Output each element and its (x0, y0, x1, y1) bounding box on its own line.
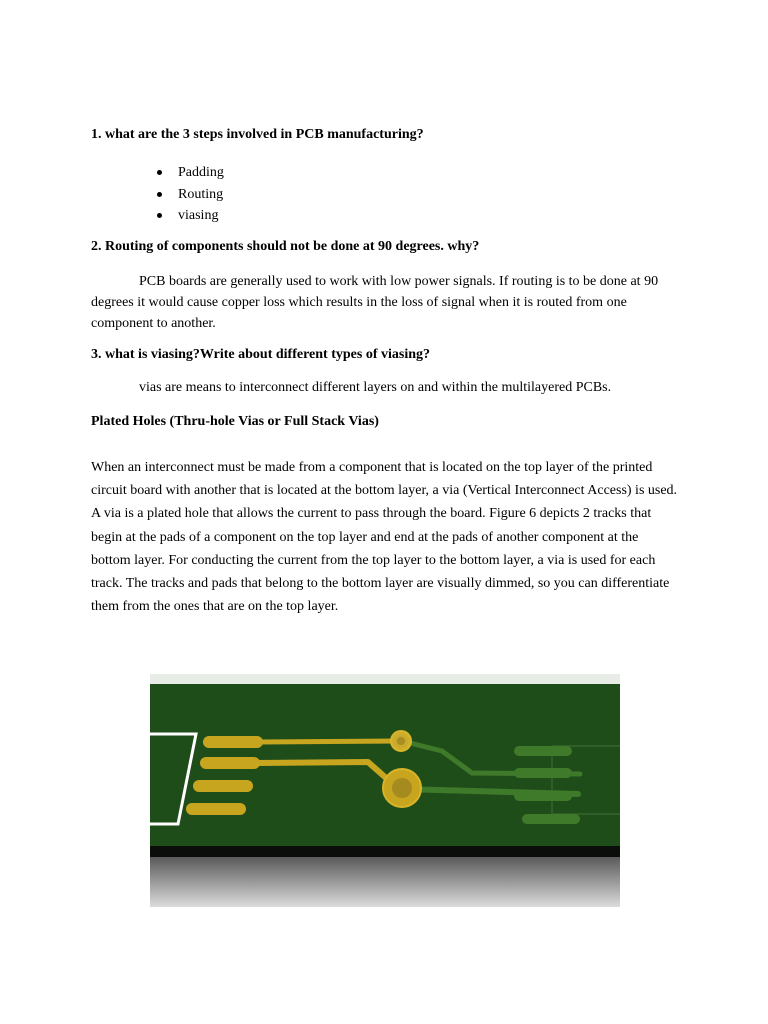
question-3-answer: vias are means to interconnect different layers on and within the multilayered PCBs. (139, 380, 612, 395)
question-2-heading: 2. Routing of components should not be done at 90 degrees. why? (91, 239, 480, 254)
pcb-via-figure (150, 674, 620, 907)
board-dark-edge (150, 846, 620, 857)
steps-list (155, 162, 224, 227)
question-2-answer: PCB boards are generally used to work with low power signals. If routing is to be done at 90 degrees it would cause copper loss which results in the loss of signal when it is routed from one component to another. (91, 274, 659, 331)
list-item: Padding (155, 162, 224, 184)
section-body: When an interconnect must be made from a component that is located on the top layer of the printed circuit board with another that is located at the bottom layer, a via (Vertical Interconnect Access) is used. A via is a plated hole that allows the current to pass through the board. Figure 6 depicts 2 tracks that begin at the pads of a component on the top layer and end at the pads of another component at the bottom layer. For conducting the current from the top layer to the bottom layer, a via is used for each track. The tracks and pads that belong to the bottom layer are visually dimmed, so you can differentiate them from the ones that are on the top layer. (91, 460, 678, 615)
board-top-edge (150, 674, 620, 684)
question-1-heading: 1. what are the 3 steps involved in PCB manufacturing? (91, 127, 424, 142)
section-heading: Plated Holes (Thru-hole Vias or Full Stack Vias) (91, 414, 379, 429)
board-side-shadow (150, 857, 620, 907)
list-item: Routing (155, 184, 224, 206)
list-item: viasing (155, 205, 224, 227)
question-3-heading: 3. what is viasing?Write about different types of viasing? (91, 347, 430, 362)
